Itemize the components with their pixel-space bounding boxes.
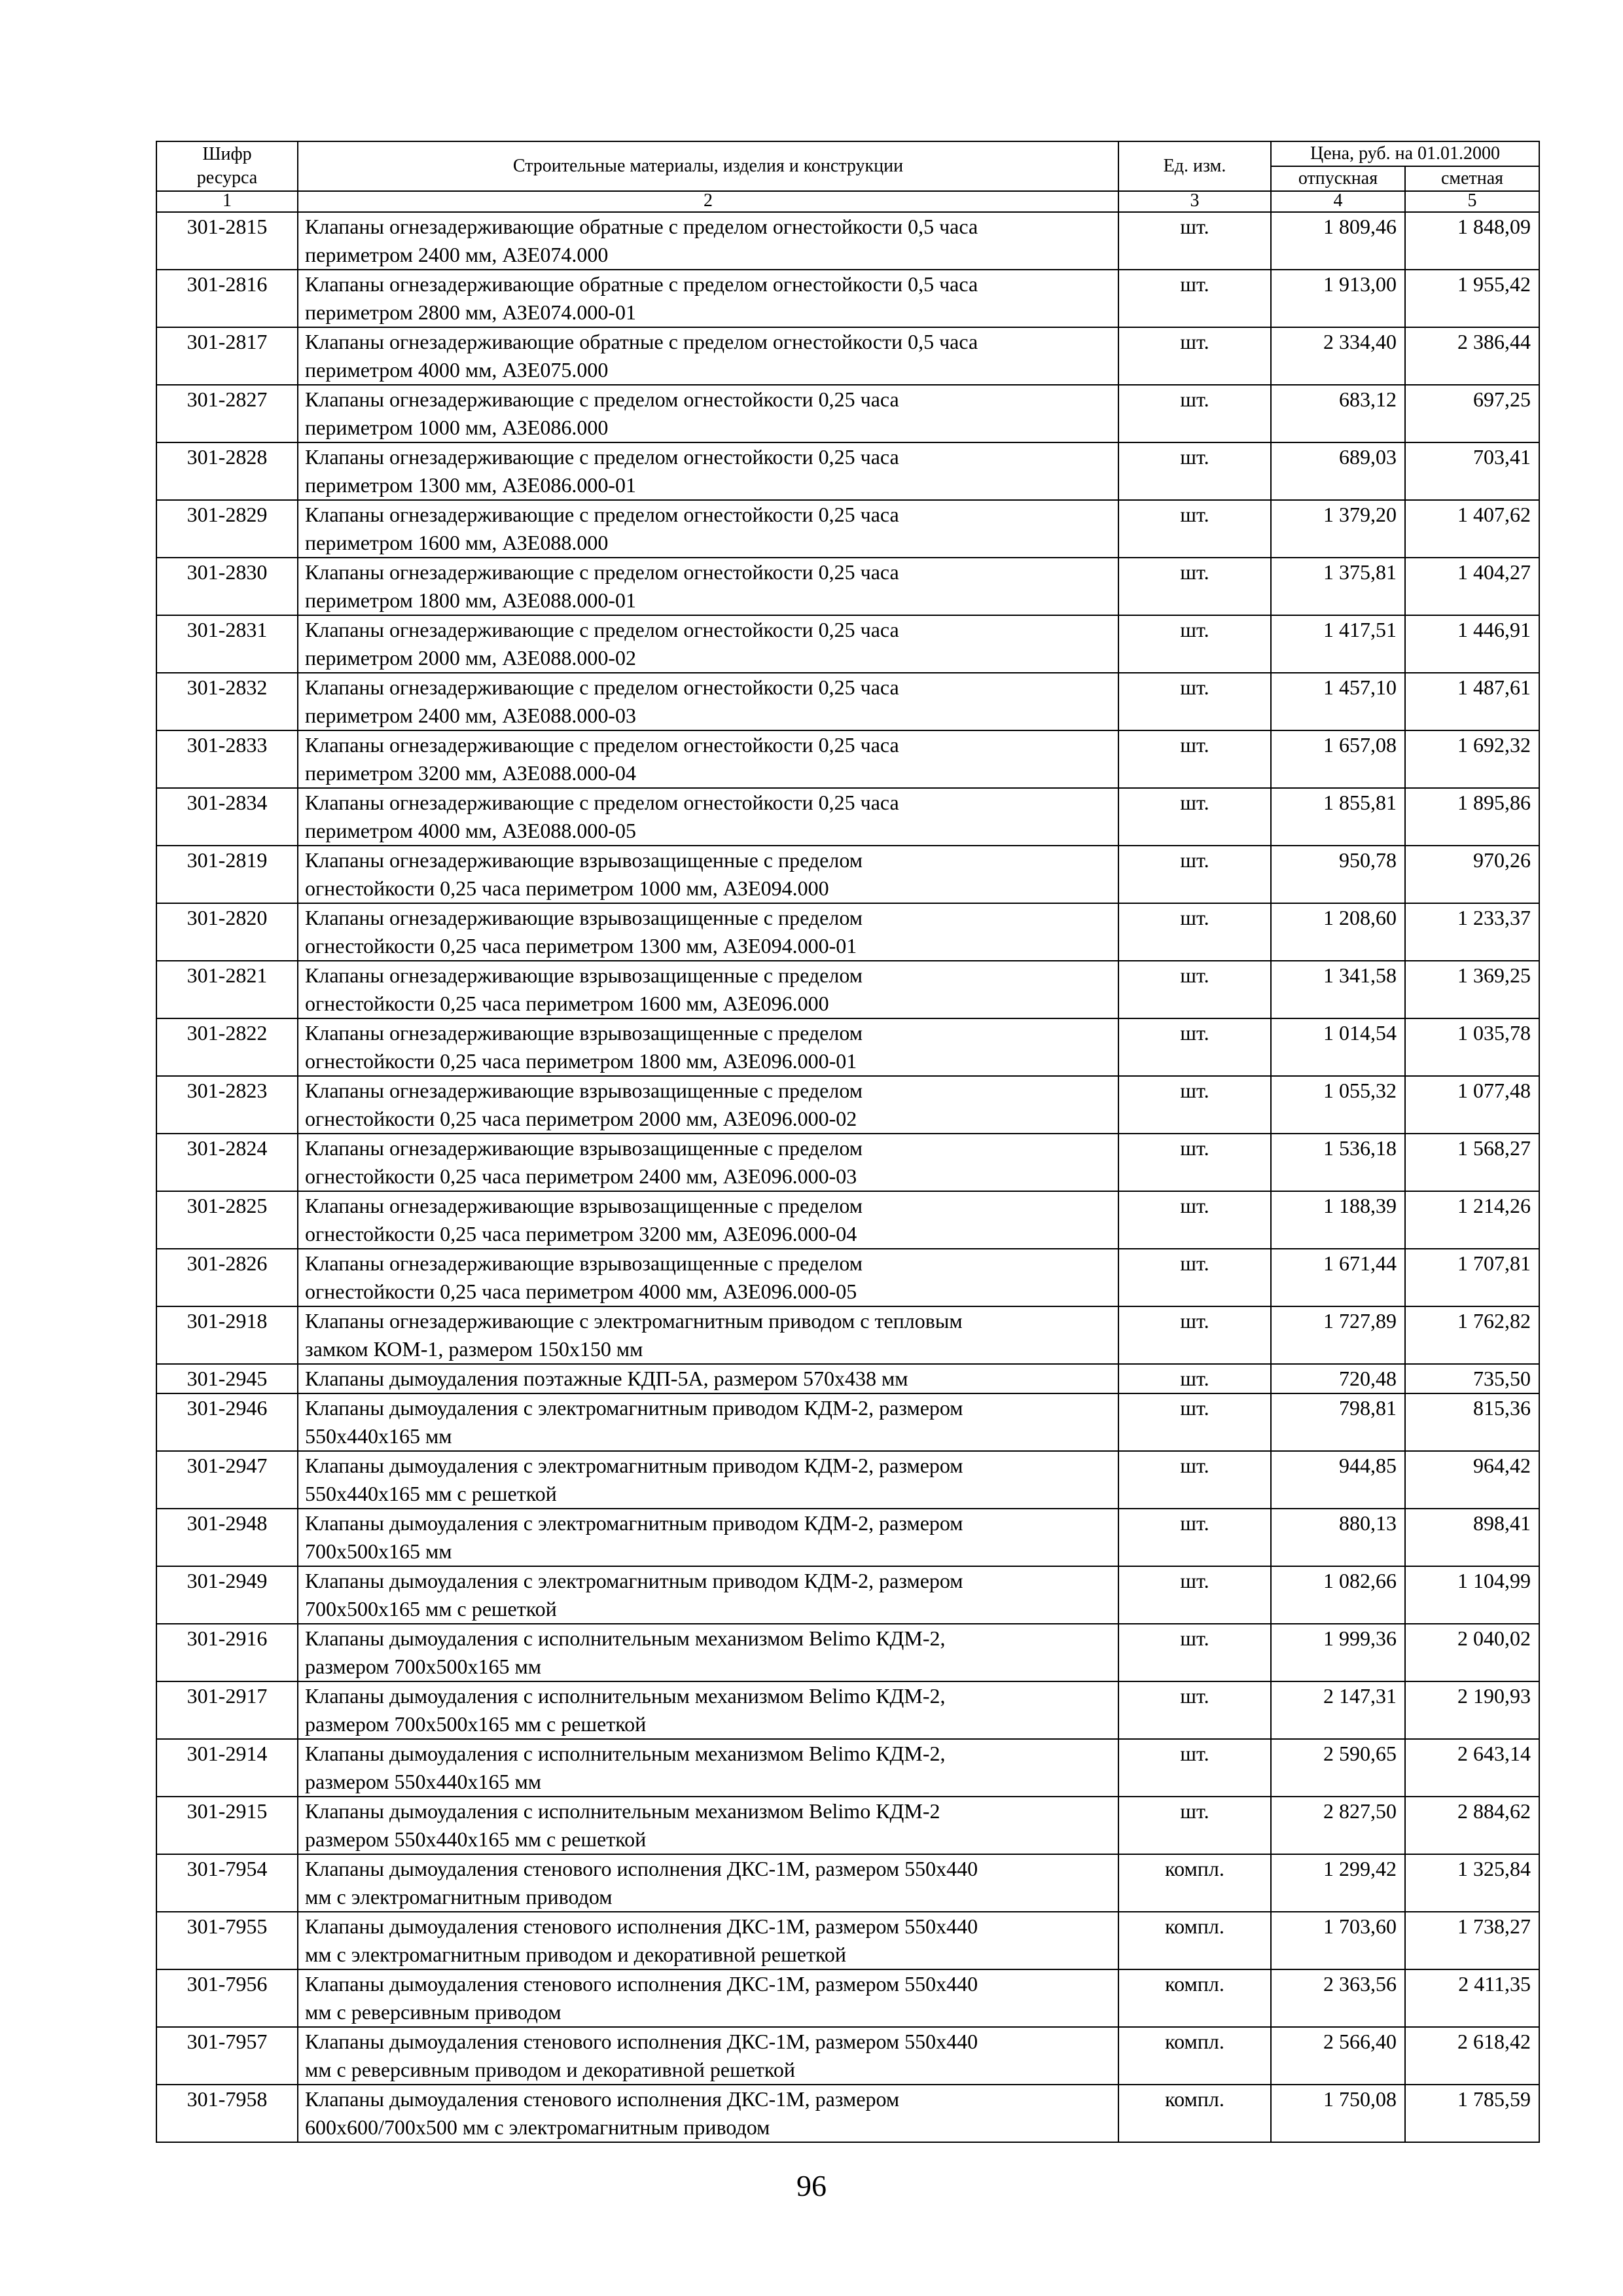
- resource-code-cell: 301-7954: [156, 1854, 298, 1912]
- material-name-cell: [298, 212, 1118, 270]
- table-row: [156, 1854, 1539, 1912]
- estimate-price-cell: 1 369,25: [1405, 961, 1539, 1018]
- release-price-cell: 1 703,60: [1271, 1912, 1405, 1969]
- column-numbers-row: [156, 191, 1539, 212]
- material-name-line: мм с реверсивным приводом: [305, 2000, 562, 2024]
- release-price-cell: 2 827,50: [1271, 1797, 1405, 1854]
- material-name-cell: [298, 961, 1118, 1018]
- release-price-cell: 689,03: [1271, 442, 1405, 500]
- material-name-line: Клапаны дымоудаления с исполнительным механизмом Belimo КДМ-2,: [305, 1626, 946, 1650]
- column-number: 5: [1405, 191, 1539, 212]
- material-name-line: Клапаны дымоудаления с исполнительным механизмом Belimo КДМ-2,: [305, 1742, 946, 1765]
- table-row: [156, 673, 1539, 730]
- material-name-line: Клапаны дымоудаления с электромагнитным приводом КДМ-2, размером: [305, 1511, 963, 1535]
- release-price-cell: 1 855,81: [1271, 788, 1405, 846]
- material-name-line: огнестойкости 0,25 часа периметром 1300 мм, АЗЕ094.000-01: [305, 934, 857, 958]
- material-name-line: Клапаны дымоудаления с электромагнитным приводом КДМ-2, размером: [305, 1396, 963, 1420]
- estimate-price-cell: 1 895,86: [1405, 788, 1539, 846]
- material-name-cell: [298, 1797, 1118, 1854]
- estimate-price-cell: 2 643,14: [1405, 1739, 1539, 1797]
- table-row: [156, 1624, 1539, 1681]
- unit-cell: шт.: [1118, 788, 1271, 846]
- table-row: [156, 1739, 1539, 1797]
- material-name-line: 550х440х165 мм с решеткой: [305, 1482, 557, 1505]
- unit-cell: шт.: [1118, 1191, 1271, 1249]
- material-name-cell: [298, 1912, 1118, 1969]
- resource-code-cell: 301-2815: [156, 212, 298, 270]
- material-name-line: Клапаны огнезадерживающие обратные с пределом огнестойкости 0,5 часа: [305, 215, 978, 238]
- resource-code-cell: 301-2825: [156, 1191, 298, 1249]
- release-price-cell: 1 913,00: [1271, 270, 1405, 327]
- table-row: [156, 1566, 1539, 1624]
- material-name-line: огнестойкости 0,25 часа периметром 4000 мм, АЗЕ096.000-05: [305, 1280, 857, 1303]
- resource-code-cell: 301-2826: [156, 1249, 298, 1306]
- table-row: [156, 1681, 1539, 1739]
- material-name-cell: [298, 1018, 1118, 1076]
- resource-code-cell: 301-2949: [156, 1566, 298, 1624]
- table-row: [156, 788, 1539, 846]
- unit-cell: шт.: [1118, 212, 1271, 270]
- release-price-cell: 880,13: [1271, 1509, 1405, 1566]
- material-name-line: периметром 4000 мм, АЗЕ075.000: [305, 358, 609, 382]
- release-price-cell: 1 341,58: [1271, 961, 1405, 1018]
- resource-code-cell: 301-2819: [156, 846, 298, 903]
- resource-code-cell: 301-2917: [156, 1681, 298, 1739]
- material-name-cell: [298, 1306, 1118, 1364]
- table-row: [156, 1364, 1539, 1393]
- material-name-line: периметром 2000 мм, АЗЕ088.000-02: [305, 646, 636, 670]
- release-price-cell: 720,48: [1271, 1364, 1405, 1393]
- release-price-cell: 1 208,60: [1271, 903, 1405, 961]
- material-name-line: периметром 2800 мм, АЗЕ074.000-01: [305, 300, 636, 324]
- resource-code-cell: 301-2828: [156, 442, 298, 500]
- material-name-line: Клапаны дымоудаления поэтажные КДП-5А, размером 570х438 мм: [305, 1367, 908, 1390]
- table-row: [156, 1969, 1539, 2027]
- header-price-group: Цена, руб. на 01.01.2000: [1271, 141, 1539, 166]
- material-name-line: периметром 3200 мм, АЗЕ088.000-04: [305, 761, 636, 785]
- unit-cell: компл.: [1118, 1854, 1271, 1912]
- material-name-line: огнестойкости 0,25 часа периметром 2400 мм, АЗЕ096.000-03: [305, 1164, 857, 1188]
- unit-cell: компл.: [1118, 1912, 1271, 1969]
- column-number: 1: [156, 191, 298, 212]
- release-price-cell: 950,78: [1271, 846, 1405, 903]
- unit-cell: шт.: [1118, 1451, 1271, 1509]
- material-name-cell: [298, 2027, 1118, 2085]
- material-name-cell: [298, 1364, 1118, 1393]
- unit-cell: шт.: [1118, 961, 1271, 1018]
- material-name-line: Клапаны огнезадерживающие взрывозащищенные с пределом: [305, 1136, 863, 1160]
- estimate-price-cell: 703,41: [1405, 442, 1539, 500]
- material-name-line: Клапаны огнезадерживающие с пределом огнестойкости 0,25 часа: [305, 675, 899, 699]
- resource-code-cell: 301-2946: [156, 1393, 298, 1451]
- unit-cell: шт.: [1118, 270, 1271, 327]
- release-price-cell: 1 375,81: [1271, 558, 1405, 615]
- material-name-line: замком КОМ-1, размером 150х150 мм: [305, 1337, 643, 1361]
- release-price-cell: 1 809,46: [1271, 212, 1405, 270]
- resource-code-cell: 301-2834: [156, 788, 298, 846]
- material-name-line: 550х440х165 мм: [305, 1424, 452, 1448]
- material-name-cell: [298, 1624, 1118, 1681]
- header-unit: Ед. изм.: [1118, 141, 1271, 191]
- estimate-price-cell: 1 487,61: [1405, 673, 1539, 730]
- material-name-line: размером 550х440х165 мм: [305, 1770, 541, 1793]
- release-price-cell: 2 363,56: [1271, 1969, 1405, 2027]
- material-name-line: размером 700х500х165 мм: [305, 1655, 541, 1678]
- release-price-cell: 2 566,40: [1271, 2027, 1405, 2085]
- estimate-price-cell: 735,50: [1405, 1364, 1539, 1393]
- material-name-line: 700х500х165 мм с решеткой: [305, 1597, 557, 1621]
- header-name: Строительные материалы, изделия и конструкции: [298, 141, 1118, 191]
- estimate-price-cell: 2 884,62: [1405, 1797, 1539, 1854]
- estimate-price-cell: 1 446,91: [1405, 615, 1539, 673]
- resource-code-cell: 301-2947: [156, 1451, 298, 1509]
- estimate-price-cell: 1 407,62: [1405, 500, 1539, 558]
- material-name-cell: [298, 1509, 1118, 1566]
- estimate-price-cell: 697,25: [1405, 385, 1539, 442]
- material-name-cell: [298, 1854, 1118, 1912]
- material-name-cell: [298, 442, 1118, 500]
- resource-code-cell: 301-2831: [156, 615, 298, 673]
- material-name-line: периметром 4000 мм, АЗЕ088.000-05: [305, 819, 636, 842]
- estimate-price-cell: 2 040,02: [1405, 1624, 1539, 1681]
- unit-cell: шт.: [1118, 442, 1271, 500]
- unit-cell: шт.: [1118, 1134, 1271, 1191]
- estimate-price-cell: 1 233,37: [1405, 903, 1539, 961]
- material-name-line: огнестойкости 0,25 часа периметром 3200 мм, АЗЕ096.000-04: [305, 1222, 857, 1246]
- unit-cell: шт.: [1118, 1076, 1271, 1134]
- column-number: 4: [1271, 191, 1405, 212]
- table-row: [156, 212, 1539, 270]
- material-name-line: периметром 1800 мм, АЗЕ088.000-01: [305, 588, 636, 612]
- table-row: [156, 1912, 1539, 1969]
- material-name-cell: [298, 730, 1118, 788]
- unit-cell: шт.: [1118, 1393, 1271, 1451]
- material-name-line: Клапаны огнезадерживающие с пределом огнестойкости 0,25 часа: [305, 560, 899, 584]
- table-row: [156, 730, 1539, 788]
- unit-cell: шт.: [1118, 730, 1271, 788]
- material-name-line: Клапаны огнезадерживающие взрывозащищенные с пределом: [305, 963, 863, 987]
- estimate-price-cell: 1 762,82: [1405, 1306, 1539, 1364]
- header-price-estimate: сметная: [1405, 166, 1539, 191]
- material-name-line: 600х600/700х500 мм с электромагнитным приводом: [305, 2115, 770, 2139]
- material-name-cell: [298, 1451, 1118, 1509]
- unit-cell: шт.: [1118, 1739, 1271, 1797]
- table-row: [156, 1076, 1539, 1134]
- unit-cell: шт.: [1118, 615, 1271, 673]
- material-name-line: Клапаны дымоудаления стенового исполнения ДКС-1М, размером: [305, 2087, 900, 2111]
- resource-code-cell: 301-2821: [156, 961, 298, 1018]
- estimate-price-cell: 1 707,81: [1405, 1249, 1539, 1306]
- header-code: [156, 141, 298, 191]
- material-name-line: размером 550х440х165 мм с решеткой: [305, 1827, 647, 1851]
- material-name-cell: [298, 1249, 1118, 1306]
- resource-code-cell: 301-2824: [156, 1134, 298, 1191]
- material-name-line: огнестойкости 0,25 часа периметром 2000 мм, АЗЕ096.000-02: [305, 1107, 857, 1130]
- resource-code-cell: 301-2820: [156, 903, 298, 961]
- material-name-cell: [298, 2085, 1118, 2142]
- release-price-cell: 1 379,20: [1271, 500, 1405, 558]
- material-name-line: Клапаны огнезадерживающие обратные с пределом огнестойкости 0,5 часа: [305, 272, 978, 296]
- material-name-line: огнестойкости 0,25 часа периметром 1000 мм, АЗЕ094.000: [305, 876, 829, 900]
- material-name-cell: [298, 903, 1118, 961]
- table-row: [156, 903, 1539, 961]
- estimate-price-cell: 1 035,78: [1405, 1018, 1539, 1076]
- release-price-cell: 1 657,08: [1271, 730, 1405, 788]
- release-price-cell: 2 590,65: [1271, 1739, 1405, 1797]
- material-name-line: Клапаны огнезадерживающие с электромагнитным приводом с тепловым: [305, 1309, 963, 1333]
- table-row: [156, 2085, 1539, 2142]
- material-name-line: Клапаны огнезадерживающие с пределом огнестойкости 0,25 часа: [305, 733, 899, 757]
- material-name-cell: [298, 846, 1118, 903]
- table-row: [156, 558, 1539, 615]
- estimate-price-cell: 964,42: [1405, 1451, 1539, 1509]
- unit-cell: шт.: [1118, 1624, 1271, 1681]
- resource-code-cell: 301-2830: [156, 558, 298, 615]
- material-name-cell: [298, 385, 1118, 442]
- resource-code-cell: 301-2916: [156, 1624, 298, 1681]
- resource-code-cell: 301-2832: [156, 673, 298, 730]
- table-row: [156, 385, 1539, 442]
- estimate-price-cell: 1 568,27: [1405, 1134, 1539, 1191]
- material-name-cell: [298, 1134, 1118, 1191]
- column-number: 2: [298, 191, 1118, 212]
- material-name-line: Клапаны дымоудаления стенового исполнения ДКС-1М, размером 550х440: [305, 1972, 978, 1996]
- material-name-cell: [298, 558, 1118, 615]
- material-name-line: Клапаны огнезадерживающие с пределом огнестойкости 0,25 часа: [305, 503, 899, 526]
- estimate-price-cell: 1 214,26: [1405, 1191, 1539, 1249]
- estimate-price-cell: 1 785,59: [1405, 2085, 1539, 2142]
- release-price-cell: 798,81: [1271, 1393, 1405, 1451]
- release-price-cell: 1 014,54: [1271, 1018, 1405, 1076]
- table-row: [156, 1249, 1539, 1306]
- material-name-line: Клапаны дымоудаления стенового исполнения ДКС-1М, размером 550х440: [305, 1914, 978, 1938]
- unit-cell: шт.: [1118, 1566, 1271, 1624]
- release-price-cell: 2 334,40: [1271, 327, 1405, 385]
- release-price-cell: 1 671,44: [1271, 1249, 1405, 1306]
- table-row: [156, 615, 1539, 673]
- material-name-line: Клапаны огнезадерживающие с пределом огнестойкости 0,25 часа: [305, 791, 899, 814]
- material-name-line: мм с электромагнитным приводом: [305, 1885, 613, 1909]
- table-row: [156, 442, 1539, 500]
- release-price-cell: 1 299,42: [1271, 1854, 1405, 1912]
- resource-code-cell: 301-2918: [156, 1306, 298, 1364]
- estimate-price-cell: 898,41: [1405, 1509, 1539, 1566]
- column-number: 3: [1118, 191, 1271, 212]
- unit-cell: компл.: [1118, 2085, 1271, 2142]
- material-name-cell: [298, 615, 1118, 673]
- table-row: [156, 327, 1539, 385]
- estimate-price-cell: 2 386,44: [1405, 327, 1539, 385]
- material-name-cell: [298, 1393, 1118, 1451]
- estimate-price-cell: 2 190,93: [1405, 1681, 1539, 1739]
- material-name-line: Клапаны огнезадерживающие взрывозащищенные с пределом: [305, 906, 863, 929]
- material-name-cell: [298, 500, 1118, 558]
- resource-code-cell: 301-7958: [156, 2085, 298, 2142]
- material-name-cell: [298, 270, 1118, 327]
- table-row: [156, 961, 1539, 1018]
- material-name-line: Клапаны огнезадерживающие взрывозащищенные с пределом: [305, 1021, 863, 1045]
- material-name-line: Клапаны огнезадерживающие взрывозащищенные с пределом: [305, 1079, 863, 1102]
- release-price-cell: 2 147,31: [1271, 1681, 1405, 1739]
- resource-code-cell: 301-2816: [156, 270, 298, 327]
- material-name-line: Клапаны огнезадерживающие обратные с пределом огнестойкости 0,5 часа: [305, 330, 978, 353]
- release-price-cell: 1 055,32: [1271, 1076, 1405, 1134]
- table-row: [156, 1509, 1539, 1566]
- table-row: [156, 1451, 1539, 1509]
- resource-code-cell: 301-7957: [156, 2027, 298, 2085]
- table-row: [156, 2027, 1539, 2085]
- unit-cell: шт.: [1118, 1018, 1271, 1076]
- material-name-line: Клапаны дымоудаления с исполнительным механизмом Belimo КДМ-2: [305, 1799, 940, 1823]
- release-price-cell: 1 727,89: [1271, 1306, 1405, 1364]
- material-name-cell: [298, 1969, 1118, 2027]
- table-row: [156, 270, 1539, 327]
- unit-cell: шт.: [1118, 1364, 1271, 1393]
- resource-code-cell: 301-2945: [156, 1364, 298, 1393]
- estimate-price-cell: 1 955,42: [1405, 270, 1539, 327]
- table-row: [156, 500, 1539, 558]
- material-name-line: мм с электромагнитным приводом и декоративной решеткой: [305, 1943, 846, 1966]
- estimate-price-cell: 1 404,27: [1405, 558, 1539, 615]
- unit-cell: шт.: [1118, 327, 1271, 385]
- resource-code-cell: 301-7956: [156, 1969, 298, 2027]
- material-name-cell: [298, 673, 1118, 730]
- resource-code-cell: 301-2948: [156, 1509, 298, 1566]
- material-name-line: Клапаны огнезадерживающие взрывозащищенные с пределом: [305, 1251, 863, 1275]
- header-code-line1: Шифр: [202, 144, 252, 164]
- header-code-line2: ресурса: [196, 168, 258, 188]
- resource-code-cell: 301-7955: [156, 1912, 298, 1969]
- unit-cell: шт.: [1118, 1509, 1271, 1566]
- material-name-cell: [298, 1566, 1118, 1624]
- resource-code-cell: 301-2914: [156, 1739, 298, 1797]
- estimate-price-cell: 2 618,42: [1405, 2027, 1539, 2085]
- estimate-price-cell: 1 325,84: [1405, 1854, 1539, 1912]
- material-name-cell: [298, 327, 1118, 385]
- estimate-price-cell: 2 411,35: [1405, 1969, 1539, 2027]
- release-price-cell: 944,85: [1271, 1451, 1405, 1509]
- table-row: [156, 846, 1539, 903]
- material-name-line: размером 700х500х165 мм с решеткой: [305, 1712, 647, 1736]
- release-price-cell: 1 750,08: [1271, 2085, 1405, 2142]
- material-name-line: периметром 2400 мм, АЗЕ074.000: [305, 243, 609, 266]
- material-name-cell: [298, 788, 1118, 846]
- price-table: [156, 141, 1540, 2143]
- unit-cell: шт.: [1118, 1249, 1271, 1306]
- release-price-cell: 1 457,10: [1271, 673, 1405, 730]
- material-name-line: огнестойкости 0,25 часа периметром 1600 мм, АЗЕ096.000: [305, 992, 829, 1015]
- unit-cell: компл.: [1118, 2027, 1271, 2085]
- unit-cell: шт.: [1118, 500, 1271, 558]
- material-name-line: Клапаны огнезадерживающие взрывозащищенные с пределом: [305, 848, 863, 872]
- material-name-line: мм с реверсивным приводом и декоративной решеткой: [305, 2058, 795, 2081]
- material-name-line: Клапаны огнезадерживающие с пределом огнестойкости 0,25 часа: [305, 445, 899, 469]
- unit-cell: шт.: [1118, 903, 1271, 961]
- estimate-price-cell: 970,26: [1405, 846, 1539, 903]
- unit-cell: компл.: [1118, 1969, 1271, 2027]
- material-name-cell: [298, 1076, 1118, 1134]
- estimate-price-cell: 1 104,99: [1405, 1566, 1539, 1624]
- estimate-price-cell: 1 077,48: [1405, 1076, 1539, 1134]
- material-name-line: Клапаны огнезадерживающие с пределом огнестойкости 0,25 часа: [305, 387, 899, 411]
- unit-cell: шт.: [1118, 1681, 1271, 1739]
- material-name-line: Клапаны дымоудаления с исполнительным механизмом Belimo КДМ-2,: [305, 1684, 946, 1708]
- unit-cell: шт.: [1118, 1306, 1271, 1364]
- resource-code-cell: 301-2827: [156, 385, 298, 442]
- estimate-price-cell: 1 848,09: [1405, 212, 1539, 270]
- table-row: [156, 1393, 1539, 1451]
- page-number: 96: [796, 2169, 827, 2202]
- estimate-price-cell: 1 738,27: [1405, 1912, 1539, 1969]
- material-name-line: Клапаны огнезадерживающие с пределом огнестойкости 0,25 часа: [305, 618, 899, 641]
- estimate-price-cell: 1 692,32: [1405, 730, 1539, 788]
- material-name-line: периметром 1600 мм, АЗЕ088.000: [305, 531, 609, 554]
- material-name-line: Клапаны дымоудаления стенового исполнения ДКС-1М, размером 550х440: [305, 1857, 978, 1880]
- release-price-cell: 1 536,18: [1271, 1134, 1405, 1191]
- resource-code-cell: 301-2823: [156, 1076, 298, 1134]
- table-row: [156, 1018, 1539, 1076]
- resource-code-cell: 301-2915: [156, 1797, 298, 1854]
- table-row: [156, 1306, 1539, 1364]
- header-price-release: отпускная: [1271, 166, 1405, 191]
- resource-code-cell: 301-2817: [156, 327, 298, 385]
- release-price-cell: 1 082,66: [1271, 1566, 1405, 1624]
- table-row: [156, 1134, 1539, 1191]
- unit-cell: шт.: [1118, 385, 1271, 442]
- release-price-cell: 1 999,36: [1271, 1624, 1405, 1681]
- material-name-line: огнестойкости 0,25 часа периметром 1800 мм, АЗЕ096.000-01: [305, 1049, 857, 1073]
- release-price-cell: 1 188,39: [1271, 1191, 1405, 1249]
- estimate-price-cell: 815,36: [1405, 1393, 1539, 1451]
- material-name-line: 700х500х165 мм: [305, 1539, 452, 1563]
- unit-cell: шт.: [1118, 558, 1271, 615]
- unit-cell: шт.: [1118, 846, 1271, 903]
- material-name-line: Клапаны огнезадерживающие взрывозащищенные с пределом: [305, 1194, 863, 1217]
- material-name-cell: [298, 1739, 1118, 1797]
- material-name-line: периметром 1300 мм, АЗЕ086.000-01: [305, 473, 636, 497]
- material-name-cell: [298, 1191, 1118, 1249]
- unit-cell: шт.: [1118, 673, 1271, 730]
- material-name-line: Клапаны дымоудаления с электромагнитным приводом КДМ-2, размером: [305, 1454, 963, 1477]
- material-name-line: периметром 2400 мм, АЗЕ088.000-03: [305, 704, 636, 727]
- release-price-cell: 1 417,51: [1271, 615, 1405, 673]
- material-name-line: периметром 1000 мм, АЗЕ086.000: [305, 416, 609, 439]
- material-name-line: Клапаны дымоудаления стенового исполнения ДКС-1М, размером 550х440: [305, 2030, 978, 2053]
- table-row: [156, 1797, 1539, 1854]
- resource-code-cell: 301-2822: [156, 1018, 298, 1076]
- resource-code-cell: 301-2829: [156, 500, 298, 558]
- material-name-line: Клапаны дымоудаления с электромагнитным приводом КДМ-2, размером: [305, 1569, 963, 1592]
- table-row: [156, 1191, 1539, 1249]
- unit-cell: шт.: [1118, 1797, 1271, 1854]
- resource-code-cell: 301-2833: [156, 730, 298, 788]
- release-price-cell: 683,12: [1271, 385, 1405, 442]
- material-name-cell: [298, 1681, 1118, 1739]
